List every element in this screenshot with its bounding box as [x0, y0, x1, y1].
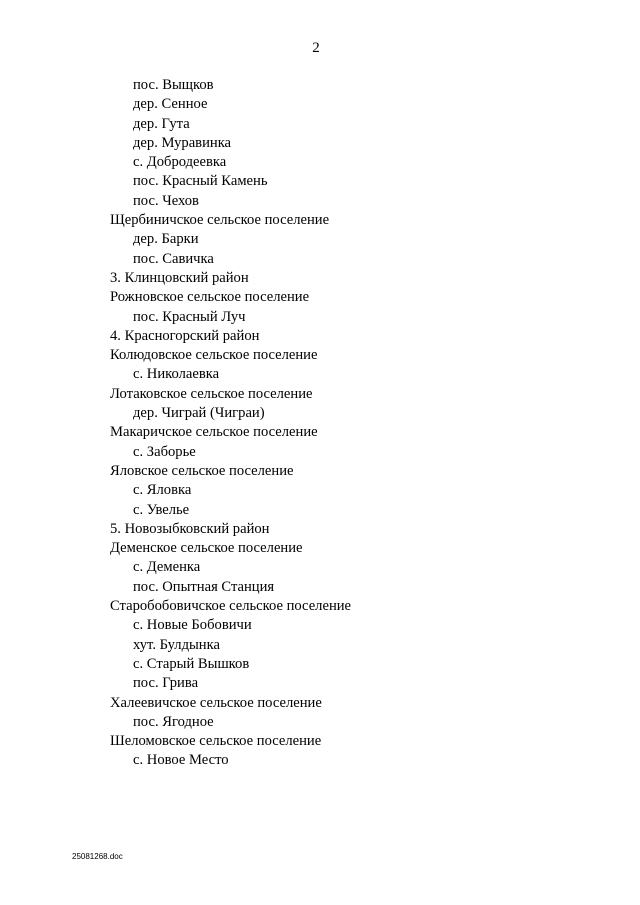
page-number: 2	[312, 40, 320, 56]
settlement-line: пос. Грива	[133, 675, 199, 692]
section-heading-line: Деменское сельское поселение	[110, 540, 303, 557]
settlement-line: пос. Савичка	[133, 250, 214, 267]
section-heading-line: 3. Клинцовский район	[110, 269, 249, 286]
settlement-line: с. Новое Место	[133, 752, 229, 769]
section-heading-line: Колюдовское сельское поселение	[110, 347, 318, 364]
settlement-line: пос. Красный Луч	[133, 308, 246, 325]
section-heading-line: Шеломовское сельское поселение	[110, 733, 322, 750]
settlement-line: дер. Барки	[133, 231, 199, 248]
section-heading-line: Рожновское сельское поселение	[110, 289, 310, 306]
settlement-line: с. Яловка	[133, 482, 192, 499]
section-heading-line: Щербиничское сельское поселение	[110, 212, 330, 229]
section-heading-line: Халеевичское сельское поселение	[110, 694, 322, 711]
settlement-line: с. Увелье	[133, 501, 190, 518]
settlement-line: дер. Чиграй (Чиграи)	[133, 405, 265, 422]
section-heading-line: Старобобовичское сельское поселение	[110, 598, 352, 615]
settlement-list	[0, 76, 640, 771]
settlement-line: пос. Чехов	[133, 192, 199, 209]
settlement-line: с. Деменка	[133, 559, 201, 576]
settlement-line: пос. Ягодное	[133, 713, 214, 730]
settlement-line: с. Заборье	[133, 443, 196, 460]
settlement-line: дер. Муравинка	[133, 134, 232, 151]
section-heading-line: 4. Красногорский район	[110, 327, 260, 344]
settlement-line: дер. Сенное	[133, 96, 208, 113]
settlement-line: пос. Красный Камень	[133, 173, 268, 190]
section-heading-line: Макаричское сельское поселение	[110, 424, 318, 441]
settlement-line: с. Новые Бобовичи	[133, 617, 252, 634]
section-heading-line: Яловское сельское поселение	[110, 462, 294, 479]
settlement-line: с. Николаевка	[133, 366, 220, 383]
settlement-line: пос. Опытная Станция	[133, 578, 275, 595]
settlement-line: хут. Булдынка	[133, 636, 220, 653]
section-heading-line: Лотаковское сельское поселение	[110, 385, 313, 402]
settlement-line: с. Старый Вышков	[133, 655, 250, 672]
settlement-line: с. Добродеевка	[133, 154, 227, 171]
footer-filename: 25081268.doc	[72, 852, 123, 861]
settlement-line: дер. Гута	[133, 115, 190, 132]
section-heading-line: 5. Новозыбковский район	[110, 520, 270, 537]
settlement-line: пос. Выщков	[133, 77, 214, 93]
